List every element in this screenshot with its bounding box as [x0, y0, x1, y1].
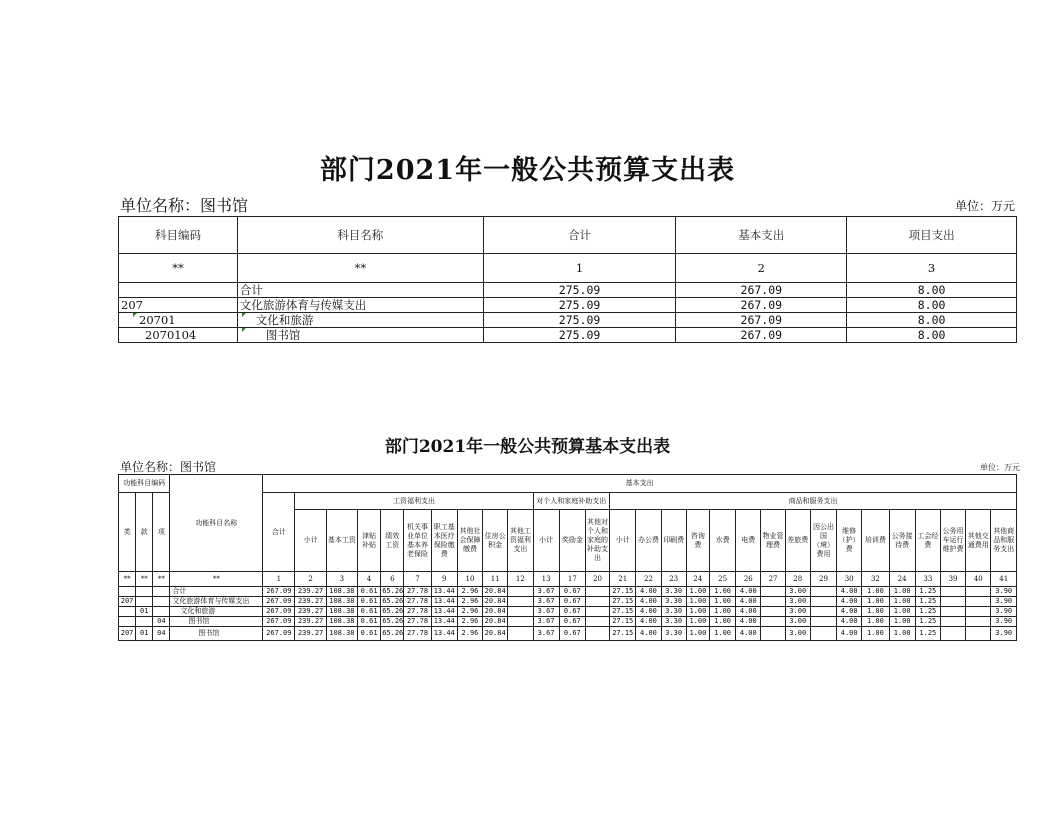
subheader-cell: 公务用车运行维护费 [940, 510, 965, 572]
value-cell: 3.67 [533, 607, 559, 617]
name-cell: 文化旅游体育与传媒支出 [237, 298, 483, 313]
value-cell: 1.00 [686, 597, 709, 607]
value-cell: 108.38 [326, 597, 357, 607]
index-cell: 13 [533, 572, 559, 587]
general-budget-expenditure-table [118, 216, 1017, 343]
header-basic-expenditure: 基本支出 [676, 217, 847, 254]
table1-unit-label: 单位：万元 [955, 199, 1016, 213]
name-cell [237, 328, 483, 343]
value-cell: 0.61 [358, 617, 381, 627]
header-total: 合计 [483, 217, 676, 254]
value-cell: 1.00 [889, 627, 915, 641]
index-cell: 28 [785, 572, 810, 587]
value-cell: 1.00 [862, 587, 889, 597]
value-cell: 1.00 [889, 587, 915, 597]
value-cell: 267.09 [263, 617, 295, 627]
subheader-cell: 电费 [736, 510, 761, 572]
index-cell: 24 [686, 572, 709, 587]
value-cell: 4.00 [837, 587, 862, 597]
value-cell: 20.84 [483, 607, 508, 617]
value-cell: 239.27 [295, 607, 326, 617]
value-cell: 1.00 [862, 597, 889, 607]
table2-title: 部门2021年一般公共预算基本支出表 [384, 437, 671, 457]
value-cell: 27.78 [404, 607, 431, 617]
index-cell: 25 [709, 572, 735, 587]
value-cell: 108.38 [326, 617, 357, 627]
value-cell: 4.00 [736, 587, 761, 597]
name-cell: 图书馆 [170, 617, 263, 627]
lei-cell [119, 607, 136, 617]
header-subject-code: 科目编码 [119, 217, 238, 254]
subheader-cell: 水费 [709, 510, 735, 572]
value-cell: 239.27 [295, 627, 326, 641]
subheader-cell: 其他工资福利支出 [508, 510, 533, 572]
subheader-cell: 因公出国（境）费用 [810, 510, 836, 572]
value-cell: 1.00 [686, 617, 709, 627]
value-cell: 3.30 [661, 617, 686, 627]
value-cell: 3.90 [991, 587, 1017, 597]
value-cell: 3.90 [991, 597, 1017, 607]
value-cell: 1.00 [709, 627, 735, 641]
value-cell: 4.00 [736, 597, 761, 607]
value-cell: 3.67 [533, 587, 559, 597]
subheader-cell: 办公费 [636, 510, 661, 572]
subheader-cell: 培训费 [862, 510, 889, 572]
value-cell: 0.67 [559, 607, 585, 617]
subheader-cell: 奖励金 [559, 510, 585, 572]
value-cell [585, 597, 609, 607]
code-cell: 207 [119, 298, 238, 313]
value-cell: 4.00 [736, 617, 761, 627]
value-cell [810, 597, 836, 607]
value-cell: 267.09 [263, 587, 295, 597]
value-cell: 0.61 [358, 607, 381, 617]
value-cell: 4.00 [636, 617, 661, 627]
cell-marker-icon [242, 328, 246, 332]
index-cell: 30 [837, 572, 862, 587]
table-row [119, 607, 1017, 617]
value-cell: 1.00 [889, 597, 915, 607]
value-cell: 1.00 [709, 597, 735, 607]
name-cell: 合计 [237, 283, 483, 298]
value-cell: 3.00 [785, 617, 810, 627]
subheader-cell: 小计 [295, 510, 326, 572]
value-cell: 108.38 [326, 607, 357, 617]
value-cell: 1.00 [686, 627, 709, 641]
lei-cell [119, 617, 136, 627]
value-cell: 4.00 [736, 607, 761, 617]
value-cell: 1.00 [889, 617, 915, 627]
value-cell [966, 627, 991, 641]
value-cell [966, 617, 991, 627]
lei-cell: 207 [119, 627, 136, 641]
value-cell: 27.78 [404, 597, 431, 607]
index-cell: 3 [326, 572, 357, 587]
index-cell: 12 [508, 572, 533, 587]
header-kuan: 款 [136, 493, 153, 572]
xiang-cell: 04 [153, 627, 170, 641]
code-cell: 2070104 [119, 328, 238, 343]
value-cell: 27.78 [404, 587, 431, 597]
header-subject-name: 科目名称 [237, 217, 483, 254]
name-cell: 文化旅游体育与传媒支出 [170, 597, 263, 607]
index-cell: 39 [940, 572, 965, 587]
lei-cell [119, 587, 136, 597]
subheader-cell: 维修（护）费 [837, 510, 862, 572]
lei-cell: 207 [119, 597, 136, 607]
table1-title: 部门2021年一般公共预算支出表 [319, 155, 736, 186]
value-cell [761, 617, 785, 627]
index-cell: 22 [636, 572, 661, 587]
index-cell: 2 [676, 254, 847, 283]
value-cell [940, 587, 965, 597]
total-cell: 275.09 [483, 328, 676, 343]
index-cell: 32 [862, 572, 889, 587]
subheader-cell: 其他商品和服务支出 [991, 510, 1017, 572]
subheader-cell: 津贴补贴 [358, 510, 381, 572]
xiang-cell [153, 597, 170, 607]
value-cell [761, 587, 785, 597]
subheader-cell: 差旅费 [785, 510, 810, 572]
value-cell [761, 627, 785, 641]
subheader-cell: 职工基本医疗保险缴费 [431, 510, 457, 572]
value-cell: 3.67 [533, 597, 559, 607]
value-cell: 1.25 [915, 617, 940, 627]
value-cell: 0.67 [559, 587, 585, 597]
index-cell: 40 [966, 572, 991, 587]
value-cell [508, 607, 533, 617]
index-cell: ** [170, 572, 263, 587]
subheader-cell: 物业管理费 [761, 510, 785, 572]
index-cell: 33 [915, 572, 940, 587]
subheader-cell: 机关事业单位基本养老保险 [404, 510, 431, 572]
index-cell: 1 [483, 254, 676, 283]
index-cell: ** [153, 572, 170, 587]
value-cell [940, 617, 965, 627]
index-cell: ** [237, 254, 483, 283]
value-cell: 1.00 [862, 617, 889, 627]
subheader-cell: 基本工资 [326, 510, 357, 572]
subheader-cell: 其他社会保障缴费 [457, 510, 482, 572]
table2-unit-label: 单位：万元 [980, 463, 1020, 472]
header-goods-services: 商品和服务支出 [610, 493, 1017, 510]
value-cell: 2.96 [457, 627, 482, 641]
index-cell: 29 [810, 572, 836, 587]
value-cell: 27.15 [610, 597, 636, 607]
header-wage-welfare: 工资福利支出 [295, 493, 533, 510]
index-cell: 23 [661, 572, 686, 587]
index-cell: 17 [559, 572, 585, 587]
cell-marker-icon [242, 313, 246, 317]
value-cell: 0.67 [559, 597, 585, 607]
project-cell: 8.00 [847, 313, 1017, 328]
name-text: 文化和旅游 [255, 313, 314, 327]
value-cell: 239.27 [295, 597, 326, 607]
table1-unit-name: 单位名称：图书馆 [120, 196, 249, 215]
basic-expenditure-table [118, 474, 1017, 641]
basic-cell: 267.09 [676, 283, 847, 298]
header-project-expenditure: 项目支出 [847, 217, 1017, 254]
value-cell: 3.30 [661, 607, 686, 617]
value-cell: 13.44 [431, 587, 457, 597]
index-cell: 9 [431, 572, 457, 587]
value-cell: 27.78 [404, 617, 431, 627]
table-row [119, 597, 1017, 607]
value-cell: 1.00 [709, 617, 735, 627]
value-cell: 3.30 [661, 587, 686, 597]
value-cell: 4.00 [636, 627, 661, 641]
value-cell [585, 607, 609, 617]
value-cell [761, 597, 785, 607]
value-cell: 2.96 [457, 617, 482, 627]
value-cell: 3.00 [785, 587, 810, 597]
value-cell: 3.00 [785, 607, 810, 617]
value-cell: 2.96 [457, 587, 482, 597]
total-cell: 275.09 [483, 283, 676, 298]
table-row [119, 298, 1017, 313]
value-cell: 267.09 [263, 597, 295, 607]
value-cell [966, 607, 991, 617]
index-cell: ** [119, 254, 238, 283]
index-cell: 3 [847, 254, 1017, 283]
project-cell: 8.00 [847, 283, 1017, 298]
value-cell: 2.96 [457, 607, 482, 617]
value-cell: 1.00 [686, 607, 709, 617]
value-cell: 27.15 [610, 607, 636, 617]
value-cell: 20.84 [483, 617, 508, 627]
value-cell: 239.27 [295, 587, 326, 597]
name-text: 图书馆 [265, 328, 301, 342]
value-cell: 108.38 [326, 627, 357, 641]
index-cell: 41 [991, 572, 1017, 587]
value-cell: 108.38 [326, 587, 357, 597]
subheader-cell: 其他对个人和家庭的补助支出 [585, 510, 609, 572]
value-cell: 3.30 [661, 627, 686, 641]
value-cell: 4.00 [837, 607, 862, 617]
value-cell: 1.00 [889, 607, 915, 617]
total-cell: 275.09 [483, 313, 676, 328]
total-cell: 275.09 [483, 298, 676, 313]
table-row [119, 587, 1017, 597]
name-cell: 合计 [170, 587, 263, 597]
index-cell: 11 [483, 572, 508, 587]
value-cell [508, 617, 533, 627]
value-cell: 27.15 [610, 627, 636, 641]
index-cell: ** [136, 572, 153, 587]
index-cell: 4 [358, 572, 381, 587]
name-cell: 文化和旅游 [170, 607, 263, 617]
value-cell: 3.90 [991, 617, 1017, 627]
value-cell: 13.44 [431, 617, 457, 627]
value-cell [810, 607, 836, 617]
kuan-cell [136, 587, 153, 597]
index-cell: 7 [404, 572, 431, 587]
value-cell: 65.26 [382, 607, 404, 615]
value-cell: 4.00 [837, 597, 862, 607]
header-lei: 类 [119, 493, 136, 572]
value-cell: 1.00 [686, 587, 709, 597]
value-cell: 0.67 [559, 617, 585, 627]
subheader-cell: 其他交通费用 [966, 510, 991, 572]
value-cell: 0.61 [358, 627, 381, 641]
value-cell: 27.15 [610, 617, 636, 627]
subheader-cell: 住房公积金 [483, 510, 508, 572]
value-cell [761, 607, 785, 617]
value-cell: 13.44 [431, 627, 457, 641]
index-cell: 10 [457, 572, 482, 587]
value-cell: 3.67 [533, 627, 559, 641]
value-cell [966, 587, 991, 597]
table-row [119, 328, 1017, 343]
name-cell: 图书馆 [170, 627, 263, 641]
index-cell: 21 [610, 572, 636, 587]
value-cell: 1.00 [862, 627, 889, 641]
table-row [119, 617, 1017, 627]
value-cell: 65.26 [382, 587, 404, 595]
header-basic-expenditure: 基本支出 [263, 475, 1017, 493]
value-cell [508, 597, 533, 607]
value-cell: 0.61 [358, 597, 381, 607]
value-cell: 1.00 [709, 587, 735, 597]
value-cell: 65.26 [382, 597, 404, 605]
header-xiang: 项 [153, 493, 170, 572]
subheader-cell: 小计 [610, 510, 636, 572]
xiang-cell [153, 607, 170, 617]
value-cell: 267.09 [263, 607, 295, 617]
project-cell: 8.00 [847, 298, 1017, 313]
value-cell [508, 627, 533, 641]
value-cell: 3.00 [785, 597, 810, 607]
kuan-cell: 01 [136, 627, 153, 641]
value-cell: 20.84 [483, 627, 508, 641]
value-cell: 20.84 [483, 597, 508, 607]
value-cell: 1.25 [915, 587, 940, 597]
basic-cell: 267.09 [676, 313, 847, 328]
header-total: 合计 [263, 493, 295, 572]
subheader-cell: 印刷费 [661, 510, 686, 572]
subheader-cell: 绩效工资 [381, 510, 404, 572]
value-cell: 27.15 [610, 587, 636, 597]
value-cell: 65.26 [381, 627, 404, 641]
value-cell: 0.61 [358, 587, 381, 597]
value-cell [810, 617, 836, 627]
value-cell: 0.67 [559, 627, 585, 641]
value-cell: 65.26 [382, 617, 404, 625]
index-cell: 6 [381, 572, 404, 587]
xiang-cell [153, 587, 170, 597]
table-row [119, 283, 1017, 298]
name-cell [237, 313, 483, 328]
table-row [119, 313, 1017, 328]
value-cell [585, 587, 609, 597]
value-cell [810, 587, 836, 597]
header-function-code: 功能科目编码 [119, 475, 170, 493]
value-cell: 3.90 [991, 627, 1017, 641]
value-cell: 1.00 [709, 607, 735, 617]
value-cell: 4.00 [837, 627, 862, 641]
index-row [119, 572, 1017, 587]
subheader-cell: 工会经费 [915, 510, 940, 572]
value-cell: 2.96 [457, 597, 482, 607]
value-cell: 1.25 [915, 607, 940, 617]
index-cell: ** [119, 572, 136, 587]
kuan-cell: 01 [136, 607, 153, 617]
basic-cell: 267.09 [676, 328, 847, 343]
header-function-name: 功能科目名称 [170, 475, 263, 572]
value-cell [810, 627, 836, 641]
value-cell: 13.44 [431, 607, 457, 617]
index-cell: 1 [263, 572, 295, 587]
value-cell: 20.84 [483, 587, 508, 597]
value-cell: 1.25 [915, 597, 940, 607]
value-cell [940, 627, 965, 641]
value-cell: 1.25 [915, 627, 940, 641]
value-cell: 267.09 [263, 627, 295, 641]
value-cell [966, 597, 991, 607]
value-cell: 4.00 [636, 587, 661, 597]
table-row [119, 627, 1017, 641]
value-cell [940, 607, 965, 617]
code-cell [119, 283, 238, 298]
value-cell: 239.27 [295, 617, 326, 627]
code-cell [119, 313, 238, 328]
value-cell: 3.67 [533, 617, 559, 627]
basic-cell: 267.09 [676, 298, 847, 313]
table2-unit-name: 单位名称：图书馆 [120, 460, 217, 474]
value-cell: 4.00 [636, 597, 661, 607]
value-cell [940, 597, 965, 607]
index-cell: 20 [585, 572, 609, 587]
value-cell [508, 587, 533, 597]
value-cell: 3.00 [785, 627, 810, 641]
value-cell [585, 617, 609, 627]
index-cell: 27 [761, 572, 785, 587]
kuan-cell [136, 597, 153, 607]
header-personal-subsidy: 对个人和家庭补助支出 [533, 493, 610, 510]
value-cell: 3.90 [991, 607, 1017, 617]
value-cell: 13.44 [431, 597, 457, 607]
subheader-cell: 咨询费 [686, 510, 709, 572]
index-cell: 26 [736, 572, 761, 587]
value-cell: 4.00 [636, 607, 661, 617]
xiang-cell: 04 [153, 617, 170, 627]
value-cell: 3.30 [661, 597, 686, 607]
index-cell: 2 [295, 572, 326, 587]
code-text: 20701 [139, 313, 176, 327]
project-cell: 8.00 [847, 328, 1017, 343]
cell-marker-icon [133, 313, 137, 317]
value-cell: 4.00 [736, 627, 761, 641]
value-cell: 4.00 [837, 617, 862, 627]
kuan-cell [136, 617, 153, 627]
subheader-cell: 公务接待费 [889, 510, 915, 572]
subheader-cell: 小计 [533, 510, 559, 572]
value-cell: 1.00 [862, 607, 889, 617]
index-cell: 24 [889, 572, 915, 587]
value-cell [585, 627, 609, 641]
value-cell: 27.78 [404, 627, 431, 641]
